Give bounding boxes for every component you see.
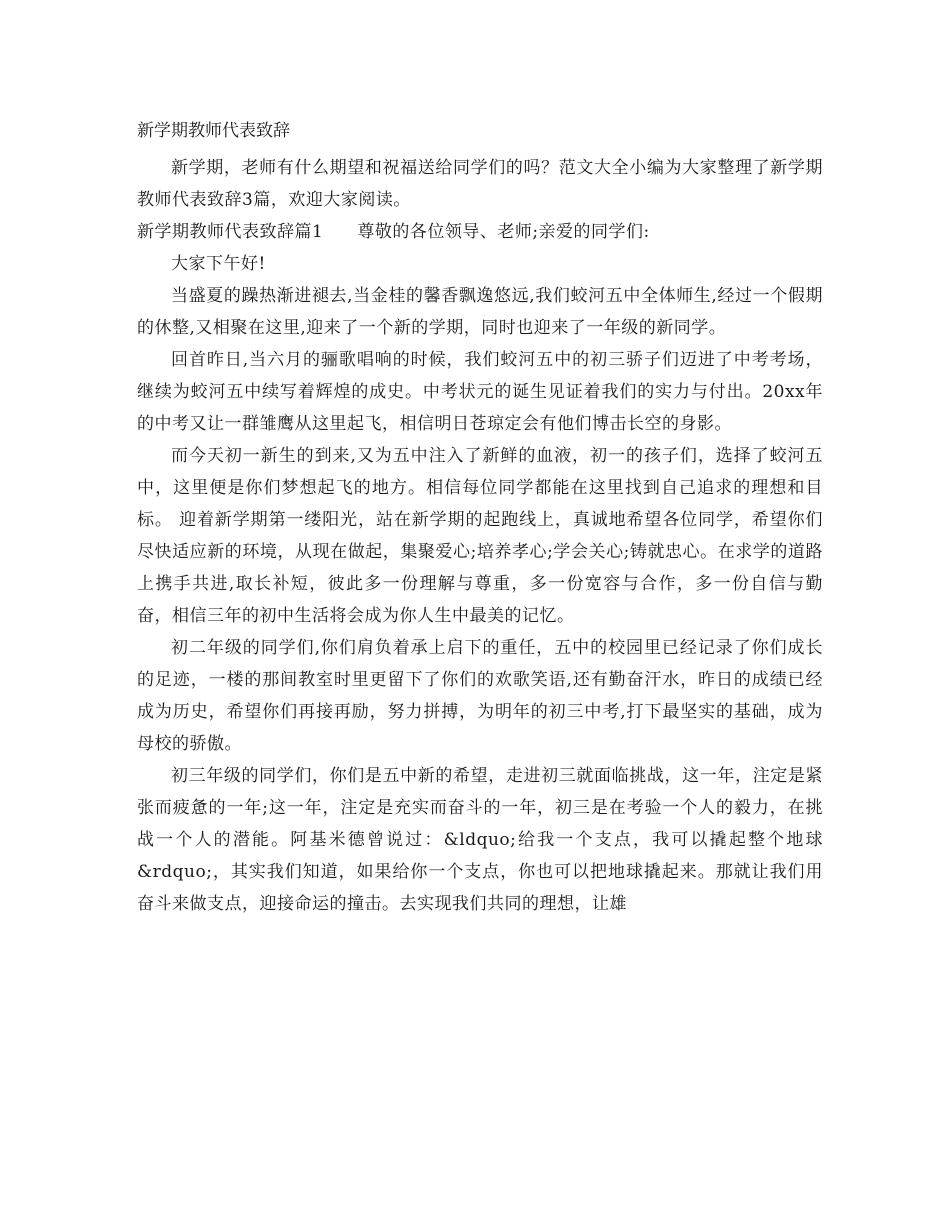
salutation: 尊敬的各位领导、老师;亲爱的同学们: xyxy=(357,222,650,242)
document-page xyxy=(137,116,823,920)
body-paragraph-3: 而今天初一新生的到来,又为五中注入了新鲜的血液，初一的孩子们，选择了蛟河五中，这里便是你们梦想起飞的地方。相信每位同学都能在这里找到自己追求的理想和目标。 迎着新学期第一缕阳光，站在新学期的起跑线上，真诚地希望各位同学，希望你们尽快适应新的环境，从现在做起，集聚爱心;培养孝心;学会关心;铸就忠心。在求学的道路上携手共进,取长补短，彼此多一份理解与尊重，多一份宽容与合作，多一份自信与勤奋，相信三年的初中生活将会成为你人生中最美的记忆。 xyxy=(137,446,823,626)
body-paragraph-1: 当盛夏的躁热渐进褪去,当金桂的馨香飘逸悠远,我们蛟河五中全体师生,经过一个假期的休整,又相聚在这里,迎来了一个新的学期，同时也迎来了一年级的新同学。 xyxy=(137,286,823,338)
body-paragraph-5: 初三年级的同学们，你们是五中新的希望，走进初三就面临挑战，这一年，注定是紧张而疲惫的一年;这一年，注定是充实而奋斗的一年，初三是在考验一个人的毅力，在挑战一个人的潜能。阿基米德曾说过：&ldquo;给我一个支点，我可以撬起整个地球&rdquo;，其实我们知道，如果给你一个支点，你也可以把地球撬起来。那就让我们用奋斗来做支点，迎接命运的撞击。去实现我们共同的理想，让雄 xyxy=(137,766,823,914)
greeting: 大家下午好! xyxy=(171,254,266,274)
body-paragraph-4: 初二年级的同学们,你们肩负着承上启下的重任，五中的校园里已经记录了你们成长的足迹，一楼的那间教室时里更留下了你们的欢歌笑语,还有勤奋汗水，昨日的成绩已经成为历史，希望你们再接再励，努力拼搏，为明年的初三中考,打下最坚实的基础，成为母校的骄傲。 xyxy=(137,638,823,754)
intro-paragraph: 新学期，老师有什么期望和祝福送给同学们的吗？范文大全小编为大家整理了新学期教师代表致辞3篇，欢迎大家阅读。 xyxy=(137,158,823,210)
body-paragraph-2: 回首昨日,当六月的骊歌唱响的时候，我们蛟河五中的初三骄子们迈进了中考考场，继续为蛟河五中续写着辉煌的成史。中考状元的诞生见证着我们的实力与付出。20xx年的中考又让一群雏鹰从这里起飞，相信明日苍琼定会有他们博击长空的身影。 xyxy=(137,350,823,434)
document-title: 新学期教师代表致辞 xyxy=(137,121,290,141)
section-heading-line xyxy=(137,216,823,248)
section-heading: 新学期教师代表致辞篇1 xyxy=(137,222,324,242)
